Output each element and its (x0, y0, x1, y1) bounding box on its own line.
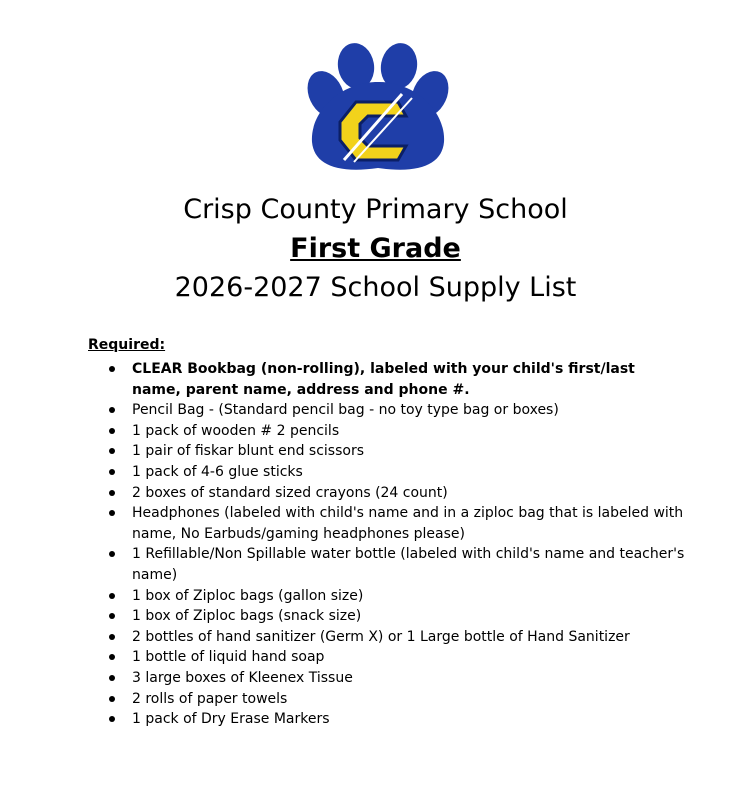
bullet-icon (109, 490, 115, 496)
list-item-text: 1 Refillable/Non Spillable water bottle (labeled with child's name and teacher's name) (132, 546, 685, 583)
bullet-icon (109, 696, 115, 702)
bullet-icon (109, 428, 115, 434)
bullet-icon (109, 407, 115, 413)
supply-list (88, 359, 688, 730)
list-item-text: 2 bottles of hand sanitizer (Germ X) or 1 Large bottle of Hand Sanitizer (132, 628, 630, 645)
list-item (88, 503, 688, 544)
list-item (88, 606, 688, 627)
bullet-icon (109, 634, 115, 640)
list-title: 2026-2027 School Supply List (174, 272, 577, 303)
list-item (88, 627, 688, 648)
grade-title: First Grade (290, 233, 461, 264)
list-item (88, 483, 688, 504)
paw-print-logo-icon (296, 42, 460, 176)
list-item-text: 1 bottle of liquid hand soap (132, 649, 325, 666)
header (0, 188, 751, 311)
list-item-text: 2 rolls of paper towels (132, 690, 288, 707)
bullet-icon (109, 469, 115, 475)
list-item-text: 1 pack of wooden # 2 pencils (132, 422, 340, 439)
bullet-icon (109, 675, 115, 681)
list-item-text: 3 large boxes of Kleenex Tissue (132, 669, 353, 686)
list-item (88, 544, 688, 585)
list-item-text: CLEAR Bookbag (non-rolling), labeled with your child's first/last name, parent name, address and phone #. (132, 361, 635, 398)
list-item-text: 1 box of Ziploc bags (gallon size) (132, 587, 364, 604)
list-item (88, 647, 688, 668)
paw-print-logo (296, 42, 460, 176)
list-item-text: 1 box of Ziploc bags (snack size) (132, 608, 362, 625)
list-item (88, 709, 688, 730)
bullet-icon (109, 593, 115, 599)
list-item-text: 1 pack of Dry Erase Markers (132, 711, 330, 728)
required-label: Required: (88, 337, 166, 353)
list-item (88, 689, 688, 710)
list-item (88, 441, 688, 462)
list-item (88, 462, 688, 483)
bullet-icon (109, 551, 115, 557)
bullet-icon (109, 613, 115, 619)
school-name: Crisp County Primary School (183, 194, 568, 225)
list-item-text: 2 boxes of standard sized crayons (24 count) (132, 484, 448, 501)
list-item-text: Headphones (labeled with child's name and in a ziploc bag that is labeled with name, No Earbuds/gaming headphones please) (132, 505, 684, 542)
bullet-icon (109, 716, 115, 722)
bullet-icon (109, 448, 115, 454)
bullet-icon (109, 366, 115, 372)
list-item (88, 421, 688, 442)
list-item (88, 668, 688, 689)
required-section (88, 335, 688, 730)
list-item-text: Pencil Bag - (Standard pencil bag - no toy type bag or boxes) (132, 402, 559, 419)
bullet-icon (109, 654, 115, 660)
list-item (88, 586, 688, 607)
list-item-text: 1 pack of 4-6 glue sticks (132, 463, 303, 480)
list-item (88, 400, 688, 421)
list-item-text: 1 pair of fiskar blunt end scissors (132, 443, 364, 460)
bullet-icon (109, 510, 115, 516)
list-item (88, 359, 688, 400)
